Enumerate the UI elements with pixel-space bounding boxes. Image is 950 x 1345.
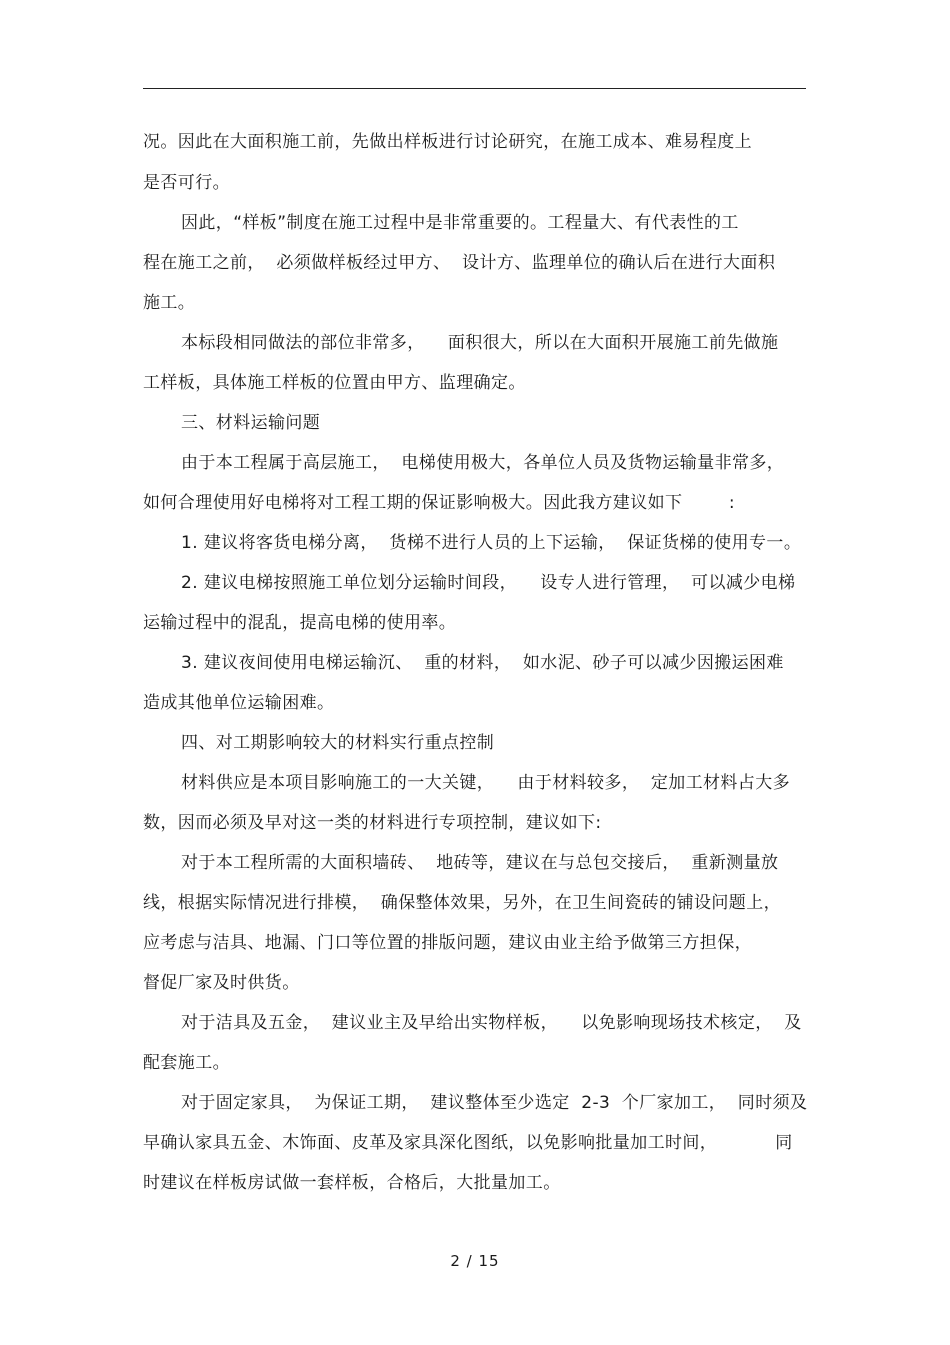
body-line: 时建议在样板房试做一套样板，合格后，大批量加工。 (143, 1173, 561, 1193)
body-line: 本标段相同做法的部位非常多， 面积很大，所以在大面积开展施工前先做施 (181, 333, 779, 353)
list-item: 1. 建议将客货电梯分离， 货梯不进行人员的上下运输， 保证货梯的使用专一。 (181, 533, 802, 553)
body-line: 工样板，具体施工样板的位置由甲方、监理确定。 (143, 373, 526, 393)
body-line: 对于本工程所需的大面积墙砖、 地砖等，建议在与总包交接后， 重新测量放 (181, 853, 779, 873)
body-line: 因此，“样板”制度在施工过程中是非常重要的。工程量大、有代表性的工 (181, 213, 739, 233)
section-heading: 三、材料运输问题 (181, 413, 321, 433)
body-line: 如何合理使用好电梯将对工程工期的保证影响极大。因此我方建议如下 : (143, 493, 735, 513)
body-line: 由于本工程属于高层施工， 电梯使用极大，各单位人员及货物运输量非常多， (181, 453, 785, 473)
body-line: 施工。 (143, 293, 196, 313)
body-line: 线，根据实际情况进行排模， 确保整体效果，另外，在卫生间瓷砖的铺设问题上， (143, 893, 782, 913)
body-line: 造成其他单位运输困难。 (143, 693, 335, 713)
list-item: 2. 建议电梯按照施工单位划分运输时间段， 设专人进行管理， 可以减少电梯 (181, 573, 796, 593)
body-line: 数，因而必须及早对这一类的材料进行专项控制，建议如下: (143, 813, 602, 833)
body-line: 是否可行。 (143, 173, 230, 193)
body-line: 对于洁具及五金， 建议业主及早给出实物样板， 以免影响现场技术核定， 及 (181, 1013, 802, 1033)
body-line: 材料供应是本项目影响施工的一大关键， 由于材料较多， 定加工材料占大多 (181, 773, 791, 793)
body-line: 早确认家具五金、木饰面、皮革及家具深化图纸，以免影响批量加工时间， 同 (143, 1133, 793, 1153)
list-item: 3. 建议夜间使用电梯运输沉、 重的材料， 如水泥、砂子可以减少因搬运困难 (181, 653, 784, 673)
body-line: 况。因此在大面积施工前，先做出样板进行讨论研究，在施工成本、难易程度上 (143, 132, 752, 152)
body-line: 应考虑与洁具、地漏、门口等位置的排版问题，建议由业主给予做第三方担保， (143, 933, 752, 953)
body-line: 程在施工之前， 必须做样板经过甲方、 设计方、监理单位的确认后在进行大面积 (143, 253, 776, 273)
body-line: 督促厂家及时供货。 (143, 973, 300, 993)
header-rule (143, 88, 806, 89)
section-heading: 四、对工期影响较大的材料实行重点控制 (181, 733, 495, 753)
page-number: 2 / 15 (450, 1252, 500, 1270)
body-line: 运输过程中的混乱，提高电梯的使用率。 (143, 613, 457, 633)
body-line: 对于固定家具， 为保证工期， 建议整体至少选定 2-3 个厂家加工， 同时须及 (181, 1093, 808, 1113)
body-line: 配套施工。 (143, 1053, 230, 1073)
